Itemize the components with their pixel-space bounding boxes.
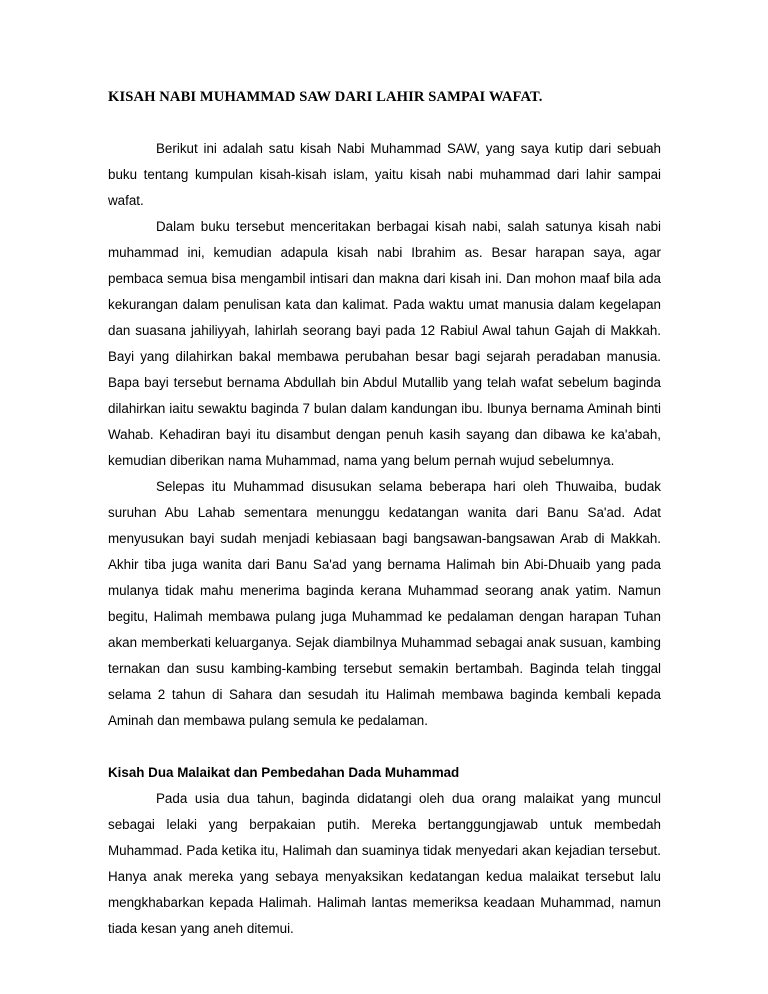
paragraph-kelahiran: Dalam buku tersebut menceritakan berbagai kisah nabi, salah satunya kisah nabi muhammad ini, kemudian adapula kisah nabi Ibrahim as. Besar harapan saya, agar pembaca semua bisa mengambil intisari dan makna dari kisah ini. Dan mohon maaf bila ada kekurangan dalam penulisan kata dan kalimat. Pada waktu umat manusia dalam kegelapan dan suasana jahiliyyah, lahirlah seorang bayi pada 12 Rabiul Awal tahun Gajah di Makkah. Bayi yang dilahirkan bakal membawa perubahan besar bagi sejarah peradaban manusia. Bapa bayi tersebut bernama Abdullah bin Abdul Mutallib yang telah wafat sebelum baginda dilahirkan iaitu sewaktu baginda 7 bulan dalam kandungan ibu. Ibunya bernama Aminah binti Wahab. Kehadiran bayi itu disambut dengan penuh kasih sayang dan dibawa ke ka'abah, kemudian diberikan nama Muhammad, nama yang belum pernah wujud sebelumnya. — [108, 219, 661, 468]
title-spacer — [108, 110, 661, 136]
paragraph-malaikat: Pada usia dua tahun, baginda didatangi oleh dua orang malaikat yang muncul sebagai lelaki yang berpakaian putih. Mereka bertanggungjawab untuk membedah Muhammad. Pada ketika itu, Halimah dan suaminya tidak menyedari akan kejadian tersebut. Hanya anak mereka yang sebaya menyaksikan kedatangan kedua malaikat tersebut lalu mengkhabarkan kepada Halimah. Halimah lantas memeriksa keadaan Muhammad, namun tiada kesan yang aneh ditemui. — [108, 791, 661, 936]
section-spacer — [108, 734, 661, 760]
document-body — [108, 84, 661, 942]
paragraph-intro: Berikut ini adalah satu kisah Nabi Muhammad SAW, yang saya kutip dari sebuah buku tentang kumpulan kisah-kisah islam, yaitu kisah nabi muhammad dari lahir sampai wafat. — [108, 141, 661, 208]
page-title: KISAH NABI MUHAMMAD SAW DARI LAHIR SAMPAI WAFAT. — [108, 89, 543, 105]
section-heading: Kisah Dua Malaikat dan Pembedahan Dada Muhammad — [108, 765, 460, 780]
paragraph-penyusuan: Selepas itu Muhammad disusukan selama beberapa hari oleh Thuwaiba, budak suruhan Abu Lahab sementara menunggu kedatangan wanita dari Banu Sa'ad. Adat menyusukan bayi sudah menjadi kebiasaan bagi bangsawan-bangsawan Arab di Makkah. Akhir tiba juga wanita dari Banu Sa'ad yang bernama Halimah bin Abi-Dhuaib yang pada mulanya tidak mahu menerima baginda kerana Muhammad seorang anak yatim. Namun begitu, Halimah membawa pulang juga Muhammad ke pedalaman dengan harapan Tuhan akan memberkati keluarganya. Sejak diambilnya Muhammad sebagai anak susuan, kambing ternakan dan susu kambing-kambing tersebut semakin bertambah. Baginda telah tinggal selama 2 tahun di Sahara dan sesudah itu Halimah membawa baginda kembali kepada Aminah dan membawa pulang semula ke pedalaman. — [108, 479, 661, 728]
